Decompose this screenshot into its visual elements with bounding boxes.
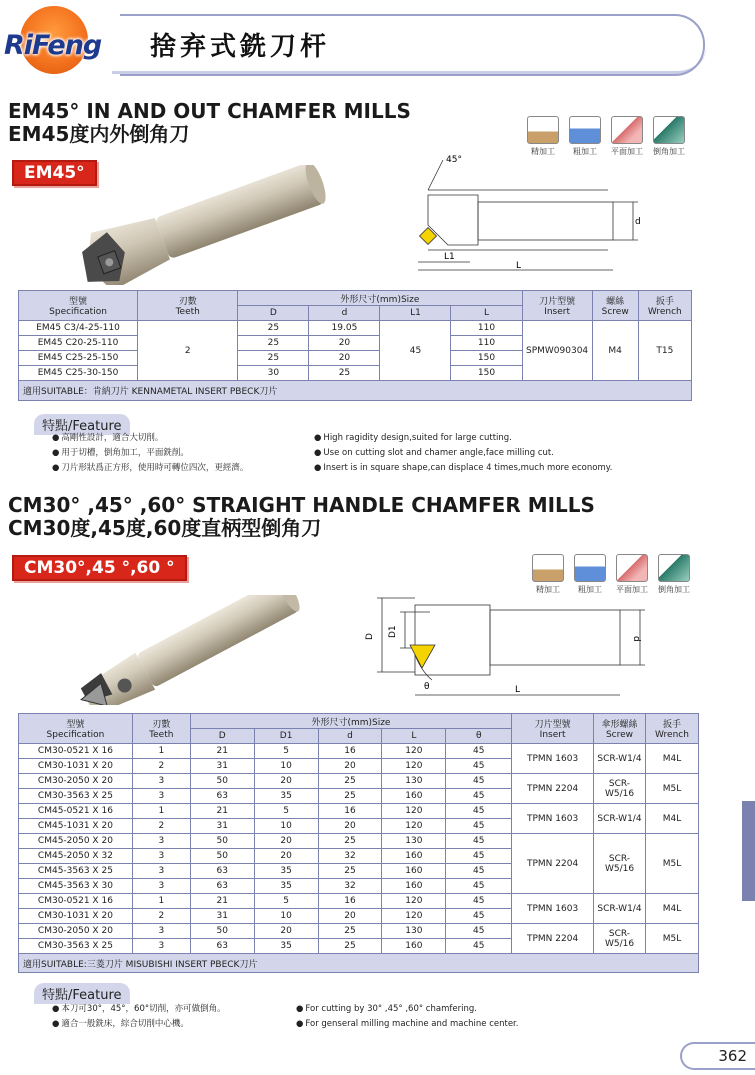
table-row: EM45 C3/4-25-110 2 25 19.05 45 110 SPMW090304 M4 T15 <box>19 321 692 336</box>
face-milling-icon: 平面加工 <box>614 554 650 595</box>
D-label: D <box>365 633 375 640</box>
table-row: CM30-3563 X 25 3 63 35 25 160 45 <box>19 939 699 954</box>
section2-title-cn: CM30度,45度,60度直柄型倒角刀 <box>8 516 322 540</box>
section2-title-en: CM30° ,45° ,60° STRAIGHT HANDLE CHAMFER MILLS <box>8 493 595 517</box>
section1-feature-label: 特點/Feature <box>34 414 130 435</box>
page-title: 捨弃式銑刀杆 <box>150 32 331 62</box>
em45-tool-photo <box>65 165 335 285</box>
table-row: CM30-2050 X 20 3 50 20 25 130 45 TPMN 2204 SCR-W5/16 M5L <box>19 924 699 939</box>
chamfering-icon: 倒角加工 <box>651 116 687 157</box>
table-row: CM30-0521 X 16 1 21 5 16 120 45 TPMN 1603 SCR-W1/4 M4L <box>19 744 699 759</box>
page-header <box>0 0 755 85</box>
em45-spec-table: 型號 Specification 刃數 Teeth 外形尺寸(mm)Size 刀片型號 Insert 螺絲 Screw 扳手 Wrench D d L1 L EM45 C3/4-25-110 2 25 19.05 45 110 SPMW090304 M4 T15 EM45 C20-25-110 25 20 110 EM45 C25-25-150 25 20 150 EM45 C25-30-150 30 25 150 適用SUITABLE：肯納刀片 KENNAMETAL INSERT PBECK刀片 <box>18 290 692 401</box>
suitable-note-row: 適用SUITABLE：肯納刀片 KENNAMETAL INSERT PBECK刀片 <box>19 381 692 401</box>
face-milling-icon: 平面加工 <box>609 116 645 157</box>
chamfering-icon: 倒角加工 <box>656 554 692 595</box>
section1-features-cn: ● 高剛性設計，適合大切削。 ● 用于切槽，倒角加工，平面銑削。 ● 刀片形狀爲正方形，使用時可轉位四次，更經濟。 <box>52 431 248 476</box>
table-row: CM30-1031 X 20 2 31 10 20 120 45 <box>19 909 699 924</box>
section1-title <box>8 100 411 146</box>
l1-label: L1 <box>444 252 455 262</box>
table-row: CM45-2050 X 32 3 50 20 32 160 45 <box>19 849 699 864</box>
table-row: CM30-0521 X 16 1 21 5 16 120 45 TPMN 1603 SCR-W1/4 M4L <box>19 894 699 909</box>
d-label: d <box>635 217 641 227</box>
section1-title-en: EM45° IN AND OUT CHAMFER MILLS <box>8 99 411 123</box>
em45-technical-drawing <box>408 150 653 280</box>
table-row: CM45-3563 X 25 3 63 35 25 160 45 <box>19 864 699 879</box>
section2-features-en: ● For cutting by 30° ,45° ,60° chamfering. ● For genseral milling machine and machine center. <box>296 1002 518 1032</box>
side-tab-marker <box>742 801 755 901</box>
table-row: EM45 C20-25-110 25 20 110 <box>19 336 692 351</box>
table-row: EM45 C25-25-150 25 20 150 <box>19 351 692 366</box>
L-label: L <box>515 685 521 695</box>
angle-label: 45° <box>446 155 462 165</box>
cm-technical-drawing <box>360 590 650 710</box>
brand-logo: RiFeng <box>4 30 102 61</box>
roughing-icon: 粗加工 <box>567 116 603 157</box>
page-number: 362 <box>680 1042 755 1070</box>
table-row: CM30-3563 X 25 3 63 35 25 160 45 <box>19 789 699 804</box>
table-row: CM30-2050 X 20 3 50 20 25 130 45 TPMN 2204 SCR-W5/16 M5L <box>19 774 699 789</box>
l-label: L <box>516 261 522 271</box>
section2-model-badge: CM30°,45 °,60 ° <box>12 555 187 581</box>
section1-features-en: ● High ragidity design,suited for large cutting. ● Use on cutting slot and chamer angle,face milling cut. ● Insert is in square shape,can displace 4 times,much more economy. <box>314 431 612 476</box>
table-row: CM45-3563 X 30 3 63 35 32 160 45 <box>19 879 699 894</box>
section2-features-cn: ● 本刀可30°，45°，60°切削，亦可做倒角。 ● 適合一般銑床，綜合切削中心機。 <box>52 1002 226 1032</box>
table-row: CM30-1031 X 20 2 31 10 20 120 45 <box>19 759 699 774</box>
roughing-icon: 粗加工 <box>572 554 608 595</box>
table-row: EM45 C25-30-150 30 25 150 <box>19 366 692 381</box>
section2-title <box>8 494 595 540</box>
section2-feature-label: 特點/Feature <box>34 983 130 1004</box>
table-row: CM45-0521 X 16 1 21 5 16 120 45 TPMN 1603 SCR-W1/4 M4L <box>19 804 699 819</box>
d-label: d <box>631 636 641 642</box>
section2-machining-icons <box>530 554 692 595</box>
D1-label: D1 <box>388 625 398 638</box>
section1-model-badge: EM45° <box>12 160 97 186</box>
cm-spec-table: 型號 Specification 刃數 Teeth 外形尺寸(mm)Size 刀片型號 Insert 傘形螺絲 Screw 扳手 Wrench D D1 d L θ CM30-0521 X 16 1 21 5 16 120 45 TPMN 1603 SCR-W1/4 M4L CM30-1031 X 20 2 31 10 20 120 45 CM30-2050 X 20 3 50 20 25 130 45 TPMN 2204 SCR-W5/16 M5L CM30-3563 X 25 3 63 35 25 160 45 CM45-0521 X 16 1 21 5 16 120 45 TPMN 1603 SCR-W1/4 M4L CM45-1031 X 20 2 31 10 20 120 45 CM45-2050 X 20 3 50 20 25 130 45 TPMN 2204 SCR-W5/16 M5L CM45-2050 X 32 3 50 20 32 160 45 CM45-3563 X 25 3 63 35 25 160 45 CM45-3563 X 30 3 63 35 32 160 45 CM30-0521 X 16 1 21 5 16 120 45 TPMN 1603 SCR-W1/4 M4L CM30-1031 X 20 2 31 10 20 120 45 CM30-2050 X 20 3 50 20 25 130 45 TPMN 2204 SCR-W5/16 M5L CM30-3563 X 25 3 63 35 25 160 45 適用SUITABLE:三菱刀片 MISUBISHI INSERT PBECK刀片 <box>18 713 699 973</box>
table-row: CM45-1031 X 20 2 31 10 20 120 45 <box>19 819 699 834</box>
finishing-icon: 精加工 <box>525 116 561 157</box>
table-row: CM45-2050 X 20 3 50 20 25 130 45 TPMN 2204 SCR-W5/16 M5L <box>19 834 699 849</box>
finishing-icon: 精加工 <box>530 554 566 595</box>
theta-label: θ <box>424 682 430 692</box>
cm-tool-photo <box>60 595 310 705</box>
suitable-note-row: 適用SUITABLE:三菱刀片 MISUBISHI INSERT PBECK刀片 <box>19 954 699 973</box>
section1-title-cn: EM45度内外倒角刀 <box>8 122 190 146</box>
